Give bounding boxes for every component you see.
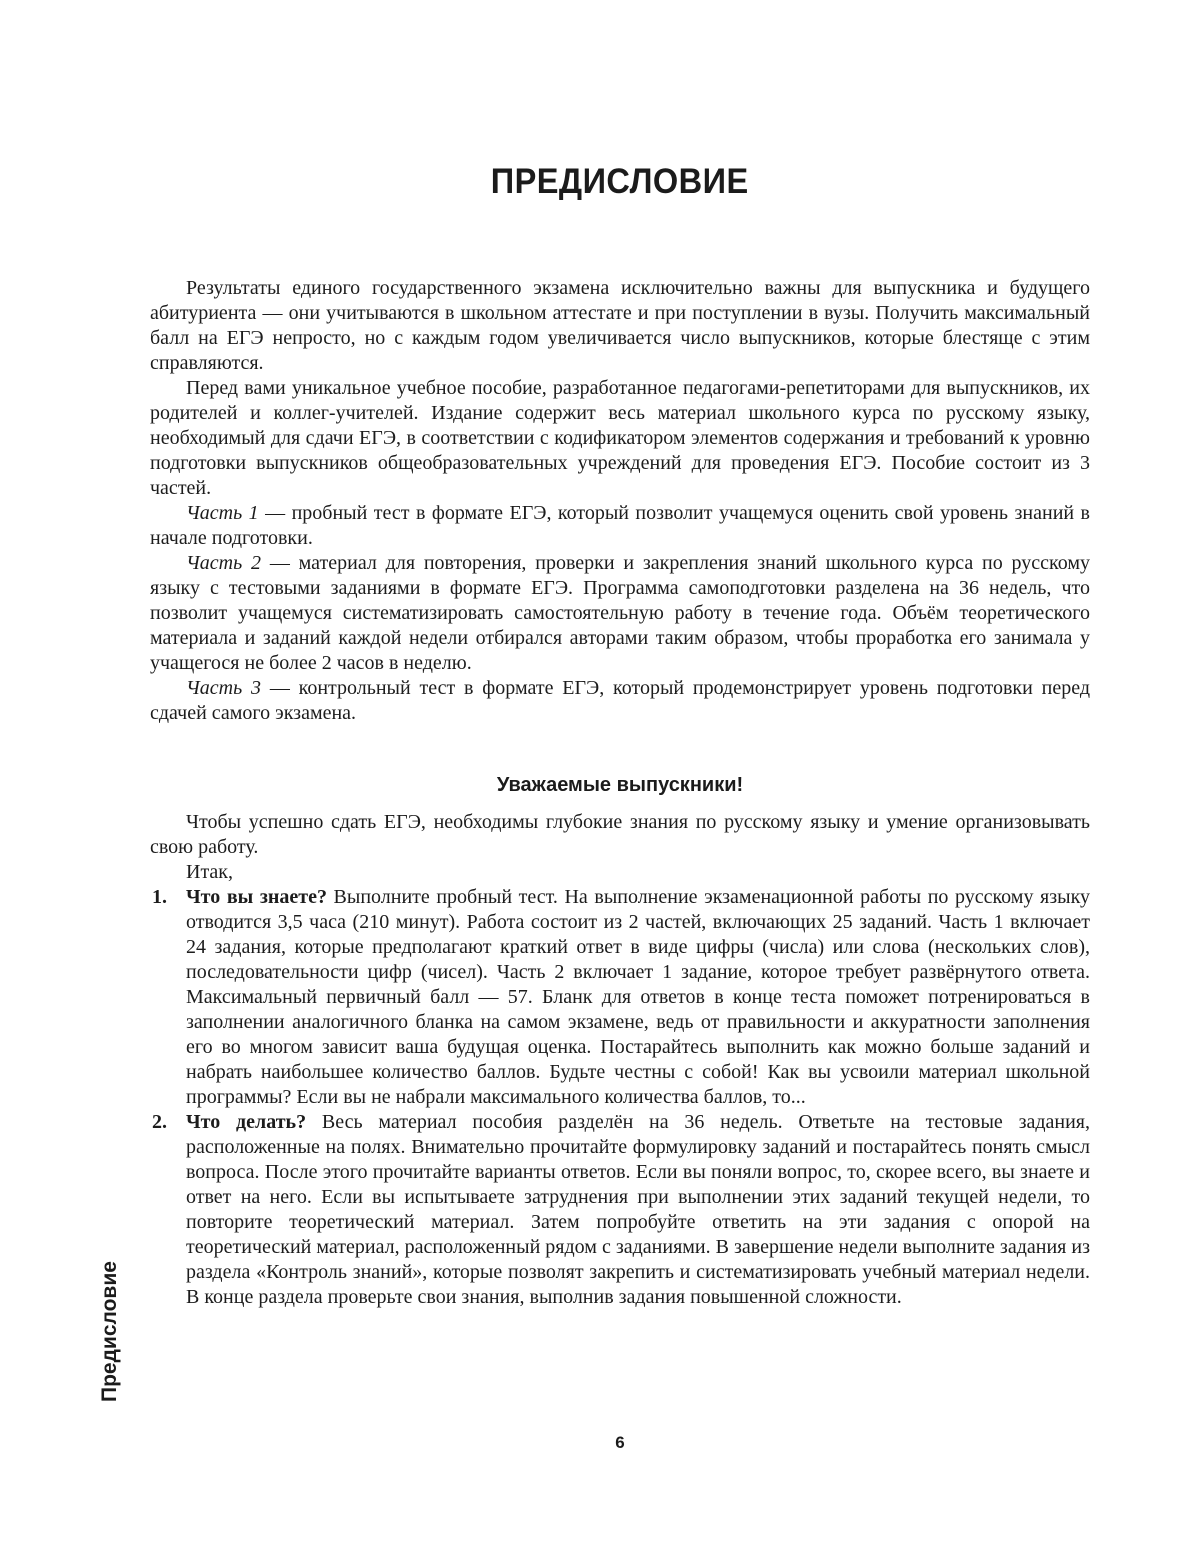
italic-lead-text: Часть 1 <box>186 502 259 524</box>
bold-lead-text: Что вы знаете? <box>186 886 327 908</box>
page-number: 6 <box>615 1433 625 1452</box>
paragraph <box>150 860 1090 885</box>
paragraph <box>150 551 1090 676</box>
body-text: — пробный тест в формате ЕГЭ, который позволит учащемуся оценить свой уровень знаний в начале подготовки. <box>150 502 1091 549</box>
body-text: Чтобы успешно сдать ЕГЭ, необходимы глубокие знания по русскому языку и умение организовывать свою работу. <box>150 811 1090 858</box>
body-text: — контрольный тест в формате ЕГЭ, который продемонстрирует уровень подготовки перед сдачей самого экзамена. <box>150 677 1091 724</box>
paragraph <box>150 676 1090 726</box>
body-text: Результаты единого государственного экзамена исключительно важны для выпускника и будущего абитуриента — они учитываются в школьном аттестате и при поступлении в вузы. Получить максимальный балл на ЕГЭ непросто, но с каждым годом увеличивается число выпускников, которые блестяще с этим справляются. <box>150 277 1090 374</box>
body-text: Весь материал пособия разделён на 36 недель. Ответьте на тестовые задания, расположенные на полях. Внимательно прочитайте формулировку заданий и постарайтесь понять смысл вопроса. После этого прочитайте варианты ответов. Если вы поняли вопрос, то, скорее всего, вы знаете и ответ на него. Если вы испытываете затруднения при выполнении этих заданий текущей недели, то повторите теоретический материал. Затем попробуйте ответить на эти задания с опорой на теоретический материал, расположенный рядом с заданиями. В завершение недели выполните задания из раздела «Контроль знаний», которые позволят закрепить и систематизировать учебный материал недели. В конце раздела проверьте свои знания, выполнив задания повышенной сложности. <box>186 1111 1091 1308</box>
page-title-text: ПРЕДИСЛОВИЕ <box>491 162 749 202</box>
sidebar-vertical-label: Предисловие <box>98 1261 121 1402</box>
paragraph <box>150 376 1090 501</box>
list-number: 2. <box>152 1111 167 1133</box>
section-subheading: Уважаемые выпускники! <box>496 774 744 796</box>
italic-lead-text: Часть 2 <box>186 552 262 574</box>
body-text: Выполните пробный тест. На выполнение экзаменационной работы по русскому языку отводится 3,5 часа (210 минут). Работа состоит из 2 частей, включающих 25 заданий. Часть 1 включает 24 задания, которые предполагают краткий ответ в виде цифры (числа) или слова (нескольких слов), последовательности цифр (чисел). Часть 2 включает 1 задание, которое требует развёрнутого ответа. Максимальный первичный балл — 57. Бланк для ответов в конце теста поможет потренироваться в заполнении аналогичного бланка на самом экзамене, ведь от правильности и аккуратности заполнения его во многом зависит ваша будущая оценка. Постарайтесь выполнить как можно больше заданий и набрать наибольшее количество баллов. Будьте честны с собой! Как вы усвоили материал школьной программы? Если вы не набрали максимального количества баллов, то... <box>186 886 1090 1108</box>
paragraph <box>150 501 1090 551</box>
page-title <box>150 164 1090 200</box>
bold-lead-text: Что делать? <box>186 1111 307 1133</box>
content-column <box>150 276 1090 1310</box>
list-item <box>150 885 1090 1110</box>
list-item-text <box>186 1111 1090 1308</box>
paragraph <box>150 810 1090 860</box>
italic-lead-text: Часть 3 <box>186 677 262 699</box>
list-number: 1. <box>152 886 167 908</box>
body-text: — материал для повторения, проверки и закрепления знаний школьного курса по русскому языку с тестовыми заданиями в формате ЕГЭ. Программа самоподготовки разделена на 36 недель, что позволит учащемуся систематизировать самостоятельную работу в течение года. Объём теоретического материала и заданий каждой недели отбирался авторами таким образом, чтобы проработка его занимала у учащегося не более 2 часов в неделю. <box>150 552 1090 674</box>
body-text: Перед вами уникальное учебное пособие, разработанное педагогами-репетиторами для выпускников, их родителей и коллег-учителей. Издание содержит весь материал школьного курса по русскому языку, необходимый для сдачи ЕГЭ, в соответствии с кодификатором элементов содержания и требований к уровню подготовки выпускников общеобразовательных учреждений для проведения ЕГЭ. Пособие состоит из 3 частей. <box>150 377 1090 499</box>
paragraph <box>150 276 1090 376</box>
list-item <box>150 1110 1090 1310</box>
body-text: Итак, <box>186 861 234 883</box>
list-item-text <box>186 886 1090 1108</box>
